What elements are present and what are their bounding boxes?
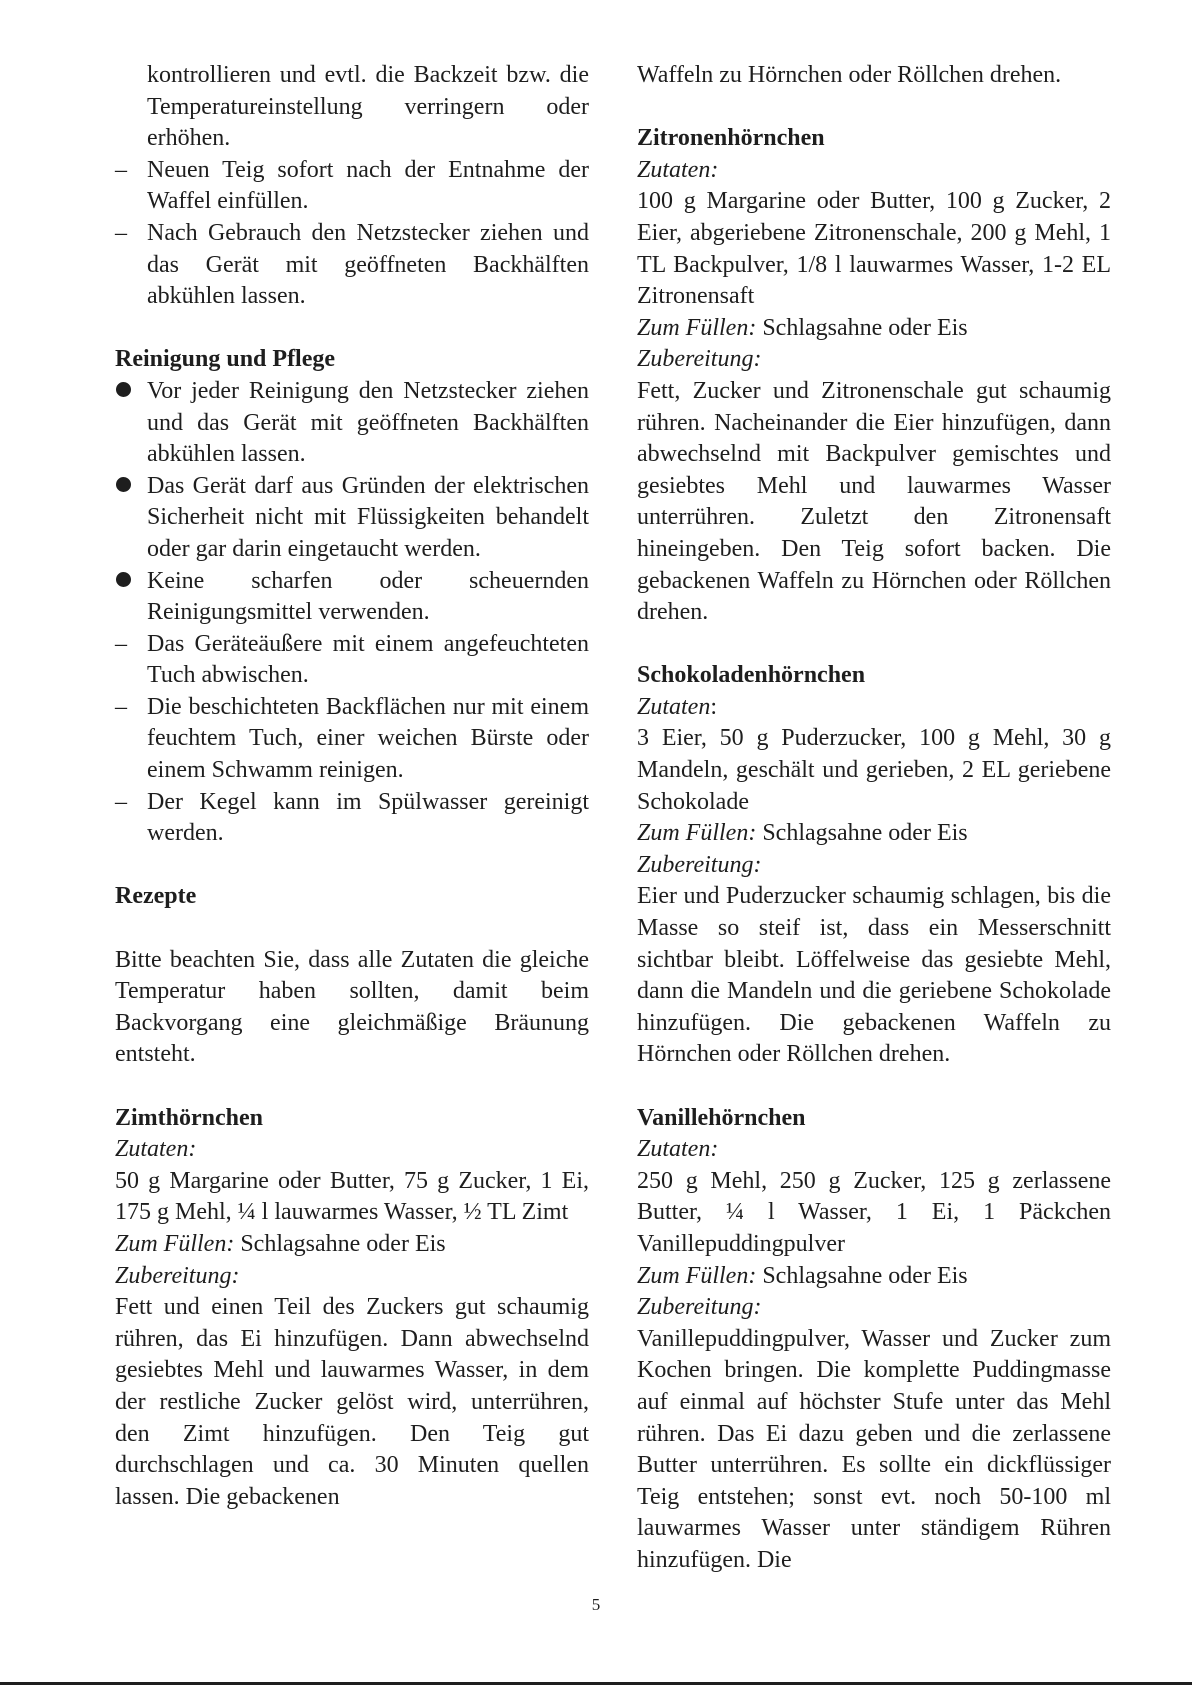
ingredients-label: Zutaten:	[637, 1136, 719, 1163]
bullet-item	[115, 471, 589, 566]
recipe-title: Vanillehörnchen	[637, 1104, 806, 1131]
filling-line	[637, 313, 1111, 345]
dash-marker: –	[115, 156, 127, 183]
filling-line	[637, 818, 1111, 850]
bullet-icon	[115, 566, 147, 629]
list-item-text: Neuen Teig sofort nach der Entnahme der Waffel einfüllen.	[147, 156, 589, 215]
section-heading-recipes: Rezepte	[115, 883, 197, 910]
ingredients-label: Zutaten:	[115, 1136, 197, 1163]
page-number: 5	[591, 1595, 601, 1614]
list-item	[115, 155, 589, 218]
list-item	[115, 218, 589, 313]
list-item	[115, 692, 589, 787]
list-item	[115, 629, 589, 692]
ingredients-text: 100 g Margarine oder Butter, 100 g Zucker, 2 Eier, abgeriebene Zitronenschale, 200 g Mehl, 1 TL Backpulver, 1/8 l lauwarmes Wasser, 1-2 EL Zitronensaft	[637, 188, 1111, 310]
ingredients-label: Zutaten	[637, 693, 711, 720]
preparation-label: Zubereitung:	[637, 1294, 762, 1321]
continued-text: Waffeln zu Hörnchen oder Röllchen drehen.	[637, 62, 1062, 88]
bullet-item-text: Das Gerät darf aus Gründen der elektrischen Sicherheit nicht mit Flüssigkeiten behandelt oder gar darin eingetaucht werden.	[147, 472, 589, 562]
bullet-item-text: Vor jeder Reinigung den Netzstecker ziehen und das Gerät mit geöffneten Backhälften abkühlen lassen.	[147, 377, 589, 468]
ingredients-label-line	[637, 692, 1111, 724]
filling-label: Zum Füllen:	[637, 1262, 757, 1289]
recipes-note: Bitte beachten Sie, dass alle Zutaten die gleiche Temperatur haben sollten, damit beim Backvorgang eine gleichmäßige Bräunung entsteht.	[115, 946, 589, 1068]
bullet-icon	[115, 376, 147, 471]
filling-text: Schlagsahne oder Eis	[756, 1262, 968, 1289]
dash-marker: –	[115, 788, 127, 815]
filling-label: Zum Füllen:	[637, 314, 757, 341]
continued-text: kontrollieren und evtl. die Backzeit bzw. die Temperatureinstellung verringern oder erhöhen.	[147, 62, 589, 152]
filling-label: Zum Füllen:	[637, 820, 757, 847]
preparation-text: Fett, Zucker und Zitronenschale gut schaumig rühren. Nacheinander die Eier hinzufügen, dann abwechselnd mit Backpulver gemischtes und gesiebtes Mehl und lauwarmes Wasser unterrühren. Zuletzt den Zitronensaft hineingeben. Den Teig sofort backen. Die gebackenen Waffeln zu Hörnchen oder Röllchen drehen.	[637, 377, 1111, 626]
filling-text: Schlagsahne oder Eis	[756, 820, 968, 847]
filling-label: Zum Füllen:	[115, 1230, 235, 1257]
preparation-label: Zubereitung:	[637, 346, 762, 373]
list-item	[115, 787, 589, 850]
bullet-icon	[115, 471, 147, 566]
preparation-label: Zubereitung:	[115, 1262, 240, 1289]
ingredients-text: 50 g Margarine oder Butter, 75 g Zucker, 1 Ei, 175 g Mehl, ¼ l lauwarmes Wasser, ½ TL Zimt	[115, 1167, 589, 1226]
preparation-text: Vanillepuddingpulver, Wasser und Zucker zum Kochen bringen. Die komplette Puddingmasse auf einmal auf höchster Stufe unter das Mehl rühren. Das Ei dazu geben und die zerlassene Butter unterrühren. Es sollte ein dickflüssiger Teig entstehen; sonst evt. noch 50-100 ml lauwarmes Wasser unter ständigem Rühren hinzufügen. Die	[637, 1325, 1111, 1573]
recipe-title: Zimthörnchen	[115, 1104, 264, 1131]
preparation-text: Fett und einen Teil des Zuckers gut schaumig rühren, das Ei hinzufügen. Dann abwechselnd gesiebtes Mehl und lauwarmes Wasser, in dem der restliche Zucker gelöst wird, unterrühren, den Zimt hinzufügen. Den Teig gut durchschlagen und ca. 30 Minuten quellen lassen. Die gebackenen	[115, 1294, 589, 1510]
filling-text: Schlagsahne oder Eis	[234, 1230, 446, 1257]
dash-marker: –	[115, 693, 127, 720]
preparation-label: Zubereitung:	[637, 851, 762, 878]
bullet-item	[115, 566, 589, 629]
recipe-title: Zitronenhörnchen	[637, 125, 825, 152]
ingredients-label: Zutaten:	[637, 156, 719, 183]
right-column	[637, 60, 1111, 1577]
ingredients-text: 3 Eier, 50 g Puderzucker, 100 g Mehl, 30 g Mandeln, geschält und gerieben, 2 EL geriebene Schokolade	[637, 725, 1111, 815]
dash-marker: –	[115, 630, 127, 657]
left-column	[115, 60, 589, 1513]
recipe-title: Schokoladenhörnchen	[637, 662, 866, 689]
ingredients-colon: :	[710, 693, 718, 720]
preparation-text: Eier und Puderzucker schaumig schlagen, bis die Masse so steif ist, dass ein Messerschnitt sichtbar bleibt. Löffelweise das gesiebte Mehl, dann die Mandeln und die geriebene Schokolade hinzufügen. Die gebackenen Waffeln zu Hörnchen oder Röllchen drehen.	[637, 883, 1111, 1068]
filling-line	[115, 1229, 589, 1261]
filling-text: Schlagsahne oder Eis	[756, 314, 968, 341]
list-item-text: Der Kegel kann im Spülwasser gereinigt werden.	[147, 788, 589, 847]
bullet-item	[115, 376, 589, 471]
ingredients-text: 250 g Mehl, 250 g Zucker, 125 g zerlassene Butter, ¼ l Wasser, 1 Ei, 1 Päckchen Vanillepuddingpulver	[637, 1167, 1111, 1257]
bullet-item-text: Keine scharfen oder scheuernden Reinigungsmittel verwenden.	[147, 567, 589, 626]
list-item-text: Die beschichteten Backflächen nur mit einem feuchtem Tuch, einer weichen Bürste oder einem Schwamm reinigen.	[147, 693, 589, 784]
filling-line	[637, 1261, 1111, 1293]
list-item-text: Das Geräteäußere mit einem angefeuchteten Tuch abwischen.	[147, 630, 589, 689]
section-heading-cleaning: Reinigung und Pflege	[115, 346, 336, 373]
dash-marker: –	[115, 219, 127, 246]
list-item-text: Nach Gebrauch den Netzstecker ziehen und das Gerät mit geöffneten Backhälften abkühlen lassen.	[147, 219, 589, 310]
